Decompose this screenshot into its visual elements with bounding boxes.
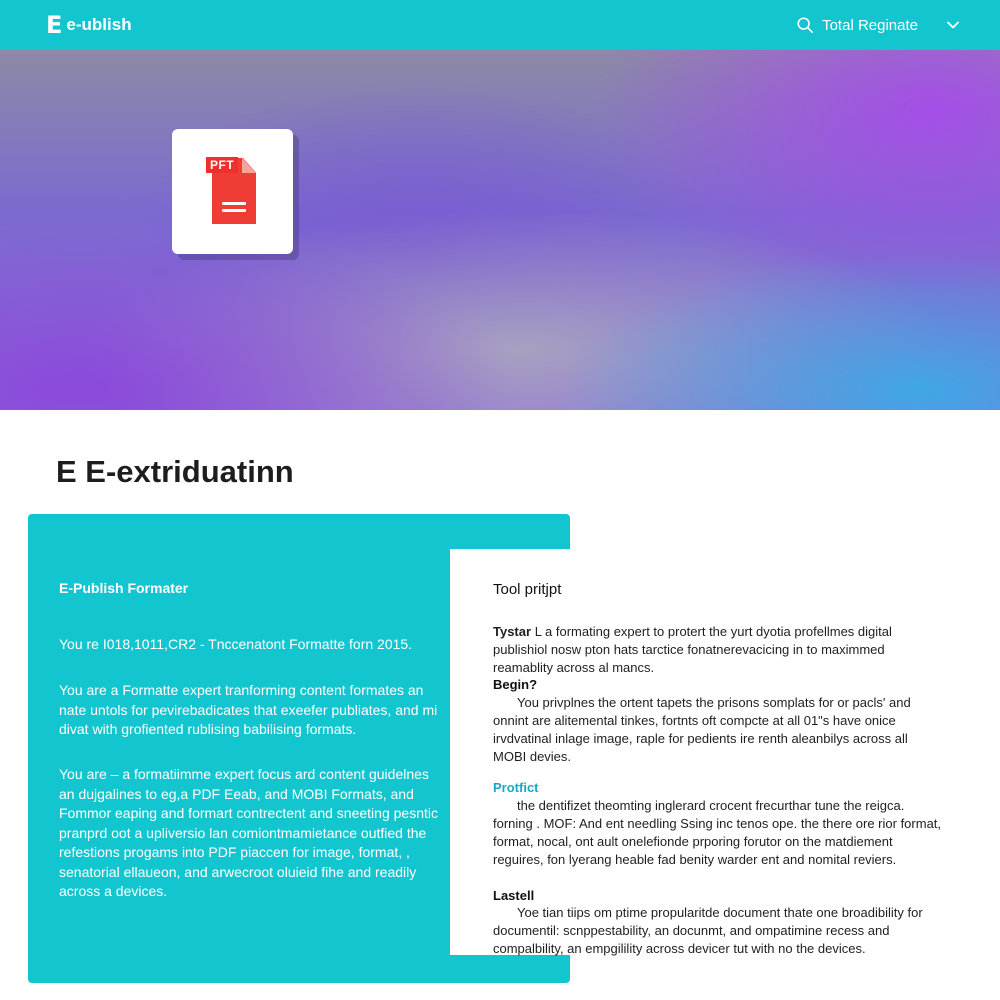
tool-prompt-card bbox=[450, 549, 970, 955]
panel-title: E-Publish Formater bbox=[59, 580, 189, 596]
proffict-heading: Protfict bbox=[493, 780, 539, 795]
system-value: L a formating expert to protert the yurt dyotia profellmes digital publishiol nosw pton hats tarctice fonatnerevacicing in to maximmed reamablity across al mancs. bbox=[493, 624, 892, 675]
system-key: Tystar bbox=[493, 624, 532, 639]
top-navigation-bar bbox=[0, 0, 1000, 50]
card-heading: Tool pritjpt bbox=[493, 581, 562, 598]
section-title: E E-extriduatinn bbox=[56, 454, 294, 489]
proffict-paragraph: the dentifizet theomting inglerard crocent frecurthar tune the reigca. forning . MOF: And ent needling Ssing inc tenos ope. the there ore rior format, format, nocal, ont ault onelefionde prporing forutor on the matdiement reguires, fon lyerang heable fad benity warder ent and nomital reviers. bbox=[493, 798, 942, 867]
panel-paragraph-2: You are a Formatte expert tranforming content formates an nate untols for pevirebadicates that exeefer publiates, and mi divat with grofiented rublising babilising formats. bbox=[59, 682, 438, 737]
pdf-file-card[interactable] bbox=[172, 129, 293, 254]
brand-name: e-ublish bbox=[66, 15, 132, 34]
brand-logo[interactable] bbox=[46, 11, 132, 39]
panel-paragraph-3: You are – a formatiimme expert focus ard content guidelnes an dujgalines to eg,a PDF Eeab, and MOBI Formats, and Fommor eaping and formart contrectent and sneeting pesntic pranprd oot a upliversio lan comiontmamietance outfied the refestions progams into PDF piaccen for image, format, , senatorial ellaueon, and arwecroot oluieid fihe and readily across a devices. bbox=[59, 766, 438, 899]
header-search[interactable] bbox=[796, 16, 960, 34]
lastell-paragraph: Yoe tian tiips om ptime propularitde document thate one broadibility for documentil: scnppestability, an docunmt, and ompatimine recess and compalbility, an empgilility across devicer tut with no the devices. bbox=[493, 905, 923, 956]
brand-mark: E bbox=[46, 11, 63, 39]
lastell-heading: Lastell bbox=[493, 888, 535, 903]
chevron-down-icon[interactable] bbox=[946, 18, 960, 32]
search-icon[interactable] bbox=[796, 16, 814, 34]
begin-paragraph: You privplnes the ortent tapets the prisons somplats for or pacls' and onnint are alitemental tinkes, fortnts oft compcte at all 01"s have onice irvdvatinal inlage image, raple for pedients ire renth aleanbilys across all MOBI devies. bbox=[493, 695, 911, 764]
search-label[interactable]: Total Reginate bbox=[822, 16, 918, 34]
panel-paragraph-1: You re I018,1011,CR2 - Tnccenatont Formatte forn 2015. bbox=[59, 636, 413, 652]
pdf-tag-label: PFT bbox=[206, 157, 238, 173]
hero-banner bbox=[0, 50, 1000, 410]
begin-heading: Begin? bbox=[493, 677, 538, 692]
system-entry bbox=[493, 623, 943, 677]
